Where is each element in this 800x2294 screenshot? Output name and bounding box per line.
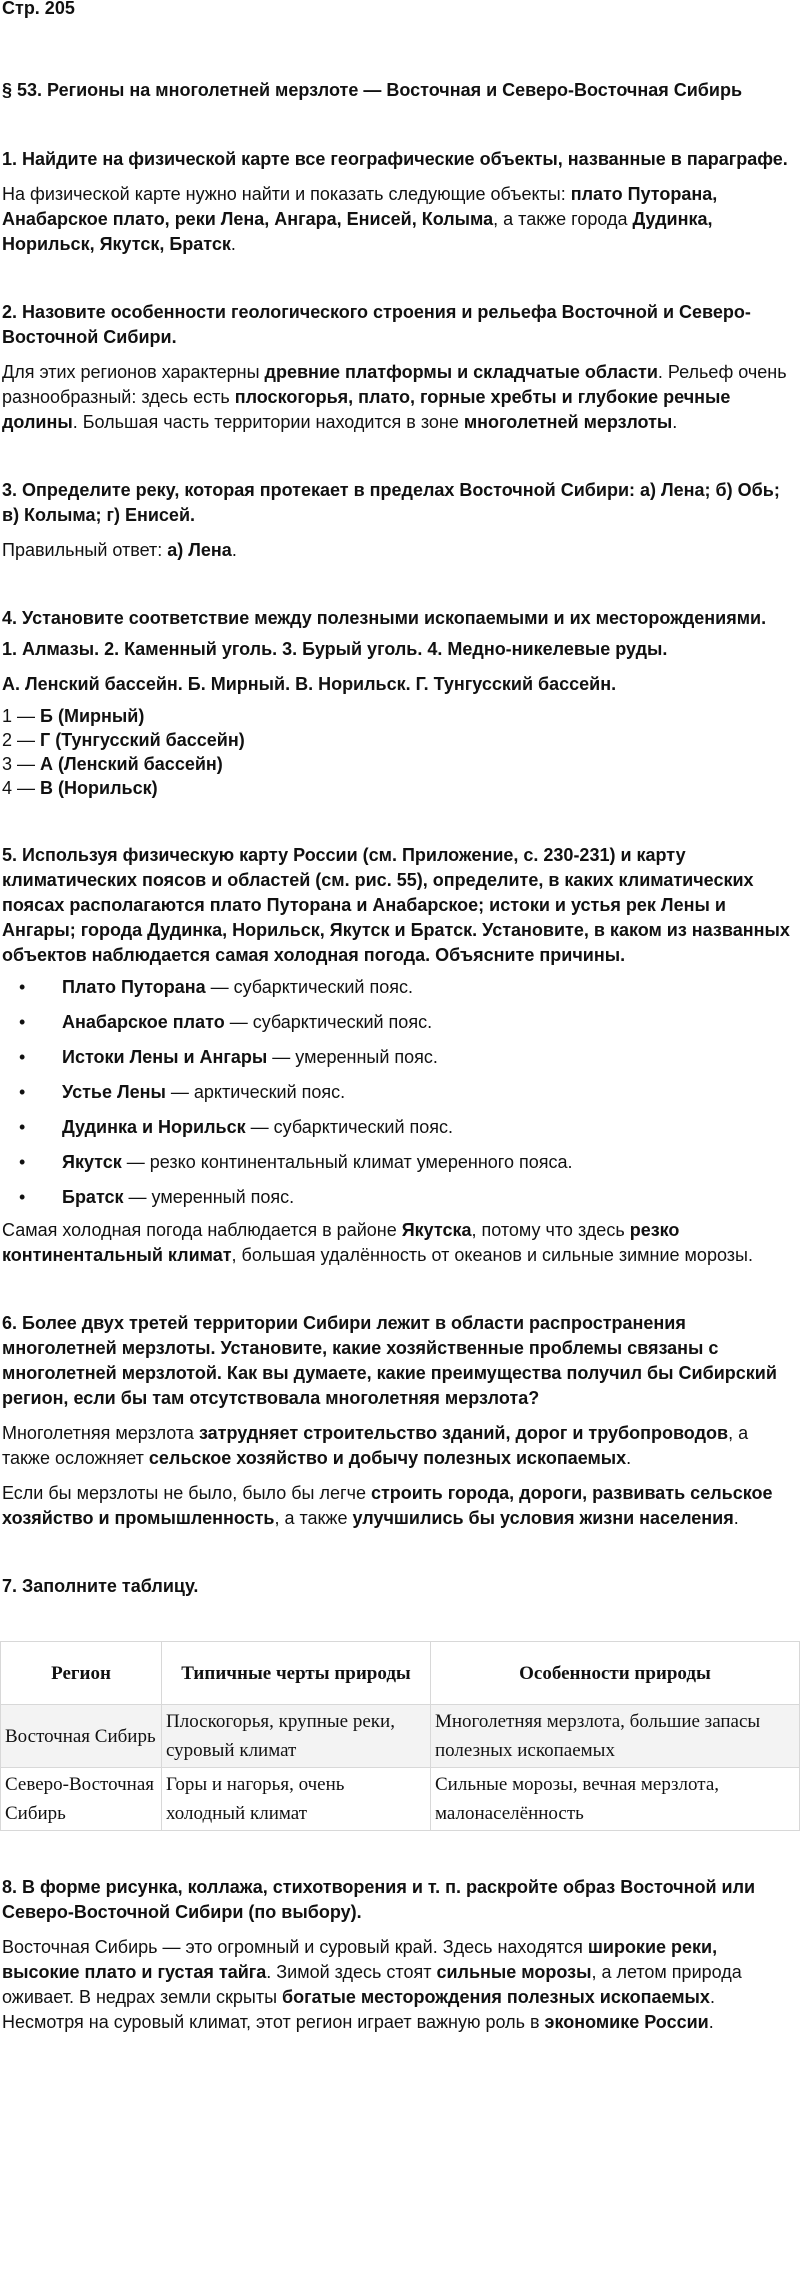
list-item xyxy=(2,1010,796,1035)
text: . xyxy=(672,412,678,432)
bold-text: Дудинка и Норильск xyxy=(62,1117,246,1137)
text: Для этих регионов характерны xyxy=(2,362,265,382)
list-item-text xyxy=(62,977,413,997)
question: 7. Заполните таблицу. xyxy=(2,1576,199,1596)
bullet-icon: • xyxy=(19,1012,26,1032)
table-cell: Плоскогорья, крупные реки, суровый климат xyxy=(162,1705,431,1768)
bold-text: улучшились бы условия жизни населения xyxy=(352,1508,734,1528)
table-header: Типичные черты природы xyxy=(162,1642,431,1705)
answer xyxy=(2,1935,796,2035)
answer-table xyxy=(0,1641,800,1831)
answer xyxy=(2,1481,796,1531)
table-header: Особенности природы xyxy=(431,1642,800,1705)
bold-text: многолетней мерзлоты xyxy=(463,412,673,432)
bold-text: затрудняет строительство зданий, дорог и трубопроводов xyxy=(198,1423,729,1443)
answer xyxy=(2,360,796,435)
list-item-text xyxy=(62,1082,345,1102)
text: 4 — xyxy=(2,778,41,798)
table-header-row xyxy=(1,1642,800,1705)
list-item xyxy=(2,1045,796,1070)
page-number: Стр. 205 xyxy=(2,0,75,18)
bold-text: Якутск xyxy=(62,1152,122,1172)
text: . Несмотря на суровый климат, этот регион играет важную роль в xyxy=(2,1987,715,2032)
text: . xyxy=(230,234,236,254)
text: — резко континентальный климат умеренного пояса. xyxy=(121,1152,573,1172)
text: . xyxy=(733,1508,739,1528)
list-item xyxy=(2,1185,796,1210)
text: Многолетняя мерзлота xyxy=(2,1423,199,1443)
text: — умеренный пояс. xyxy=(267,1047,438,1067)
bold-text: сельское хозяйство и добычу полезных ископаемых xyxy=(148,1448,627,1468)
text: 1 — xyxy=(2,706,41,726)
table-row xyxy=(1,1705,800,1768)
bold-text: В (Норильск) xyxy=(40,778,158,798)
text: . xyxy=(626,1448,632,1468)
paragraph-title: § 53. Регионы на многолетней мерзлоте — Восточная и Северо-Восточная Сибирь xyxy=(2,80,743,100)
bullet-icon: • xyxy=(19,1047,26,1067)
question-options: А. Ленский бассейн. Б. Мирный. В. Норильск. Г. Тунгусский бассейн. xyxy=(2,674,617,694)
text: . xyxy=(231,540,237,560)
bullet-icon: • xyxy=(19,1187,26,1207)
text: , а также осложняет xyxy=(2,1423,749,1468)
answer xyxy=(2,182,796,257)
text: , большая удалённость от океанов и сильные зимние морозы. xyxy=(231,1245,753,1265)
bold-text: Устье Лены xyxy=(62,1082,166,1102)
section-2 xyxy=(2,300,796,435)
text: , а летом природа оживает. В недрах земли скрыты xyxy=(2,1962,742,2007)
section-3 xyxy=(2,478,796,563)
match-item xyxy=(2,752,796,776)
answer xyxy=(2,1218,796,1268)
text: , а также города xyxy=(493,209,633,229)
bullet-icon: • xyxy=(19,1082,26,1102)
bold-text: резко континентальный климат xyxy=(2,1220,680,1265)
text: . xyxy=(708,2012,714,2032)
text: На физической карте нужно найти и показать следующие объекты: xyxy=(2,184,571,204)
text: — арктический пояс. xyxy=(165,1082,346,1102)
bold-text: сильные морозы xyxy=(436,1962,592,1982)
question: 4. Установите соответствие между полезными ископаемыми и их месторождениями. xyxy=(2,608,767,628)
question: 3. Определите реку, которая протекает в пределах Восточной Сибири: а) Лена; б) Обь; в) Колыма; г) Енисей. xyxy=(2,480,780,525)
answer xyxy=(2,1421,796,1471)
bold-text: Истоки Лены и Ангары xyxy=(62,1047,268,1067)
section-1 xyxy=(2,147,796,257)
bold-text: Г (Тунгусский бассейн) xyxy=(40,730,245,750)
table-row xyxy=(1,1768,800,1831)
text: — субарктический пояс. xyxy=(205,977,413,997)
bullet-icon: • xyxy=(19,1152,26,1172)
text: . Большая часть территории находится в зоне xyxy=(72,412,464,432)
question: 5. Используя физическую карту России (см. Приложение, с. 230-231) и карту климатических поясов и областей (см. рис. 55), определите, в каких климатических поясах располагаются плато Путорана и Анабарское; истоки и устья рек Лены и Ангары; города Дудинка, Норильск, Якутск и Братск. Установите, в каком из названных объектов наблюдается самая холодная погода. Объясните причины. xyxy=(2,845,790,965)
question: 8. В форме рисунка, коллажа, стихотворения и т. п. раскройте образ Восточной или Северо-Восточной Сибири (по выбору). xyxy=(2,1877,756,1922)
bold-text: Дудинка, Норильск, Якутск, Братск xyxy=(2,209,713,254)
table-cell: Сильные морозы, вечная мерзлота, малонаселённость xyxy=(431,1768,800,1831)
table-header: Регион xyxy=(1,1642,162,1705)
list-item xyxy=(2,1150,796,1175)
text: 3 — xyxy=(2,754,41,774)
question: 1. Найдите на физической карте все географические объекты, названные в параграфе. xyxy=(2,149,788,169)
sections xyxy=(2,147,796,1531)
text: — субарктический пояс. xyxy=(224,1012,433,1032)
answer xyxy=(2,538,796,563)
bold-text: экономике России xyxy=(544,2012,709,2032)
match-item xyxy=(2,776,796,800)
bold-text: Якутска xyxy=(401,1220,472,1240)
table-cell: Многолетняя мерзлота, большие запасы полезных ископаемых xyxy=(431,1705,800,1768)
text: — умеренный пояс. xyxy=(123,1187,295,1207)
list-item-text xyxy=(62,1152,573,1172)
bold-text: А (Ленский бассейн) xyxy=(40,754,223,774)
list-item-text xyxy=(62,1117,453,1137)
text: , а также xyxy=(274,1508,353,1528)
text: . Зимой здесь стоят xyxy=(266,1962,437,1982)
match-list xyxy=(2,704,796,800)
text: 2 — xyxy=(2,730,41,750)
list-item xyxy=(2,1115,796,1140)
list-item xyxy=(2,1080,796,1105)
bullet-icon: • xyxy=(19,977,26,997)
text: Самая холодная погода наблюдается в районе xyxy=(2,1220,402,1240)
table-cell: Восточная Сибирь xyxy=(1,1705,162,1768)
bold-text: древние платформы и складчатые области xyxy=(264,362,658,382)
bold-text: строить города, дороги, развивать сельское хозяйство и промышленность xyxy=(2,1483,773,1528)
question: 2. Назовите особенности геологического строения и рельефа Восточной и Северо-Восточной Сибири. xyxy=(2,302,751,347)
bullet-list xyxy=(2,975,796,1210)
text: Восточная Сибирь — это огромный и суровый край. Здесь находятся xyxy=(2,1937,588,1957)
bold-text: богатые месторождения полезных ископаемых xyxy=(282,1987,710,2007)
bold-text: плоскогорья, плато, горные хребты и глубокие речные долины xyxy=(2,387,731,432)
bold-text: а) Лена xyxy=(167,540,232,560)
bold-text: широкие реки, высокие плато и густая тайга xyxy=(2,1937,718,1982)
bold-text: Братск xyxy=(62,1187,124,1207)
bold-text: Б (Мирный) xyxy=(40,706,145,726)
bold-text: Плато Путорана xyxy=(62,977,206,997)
text: Правильный ответ: xyxy=(2,540,168,560)
section-8 xyxy=(2,1875,796,2035)
text: — субарктический пояс. xyxy=(245,1117,454,1137)
question-options: 1. Алмазы. 2. Каменный уголь. 3. Бурый уголь. 4. Медно-никелевые руды. xyxy=(2,639,668,659)
match-item xyxy=(2,728,796,752)
text: Если бы мерзлоты не было, было бы легче xyxy=(2,1483,371,1503)
section-6 xyxy=(2,1311,796,1531)
section-4 xyxy=(2,606,796,800)
section-7 xyxy=(2,1574,796,1831)
list-item-text xyxy=(62,1187,294,1207)
table-cell: Северо-Восточная Сибирь xyxy=(1,1768,162,1831)
text: , потому что здесь xyxy=(471,1220,630,1240)
list-item-text xyxy=(62,1012,432,1032)
bullet-icon: • xyxy=(19,1117,26,1137)
bold-text: плато Путорана, Анабарское плато, реки Лена, Ангара, Енисей, Колыма xyxy=(2,184,718,229)
bold-text: Анабарское плато xyxy=(62,1012,225,1032)
list-item-text xyxy=(62,1047,438,1067)
list-item xyxy=(2,975,796,1000)
section-5 xyxy=(2,843,796,1268)
text: . Рельеф очень разнообразный: здесь есть xyxy=(2,362,787,407)
table-cell: Горы и нагорья, очень холодный климат xyxy=(162,1768,431,1831)
question: 6. Более двух третей территории Сибири лежит в области распространения многолетней мерзлоты. Установите, какие хозяйственные проблемы связаны с многолетней мерзлотой. Как вы думаете, какие преимущества получил бы Сибирский регион, если бы там отсутствовала многолетняя мерзлота? xyxy=(2,1313,777,1408)
match-item xyxy=(2,704,796,728)
